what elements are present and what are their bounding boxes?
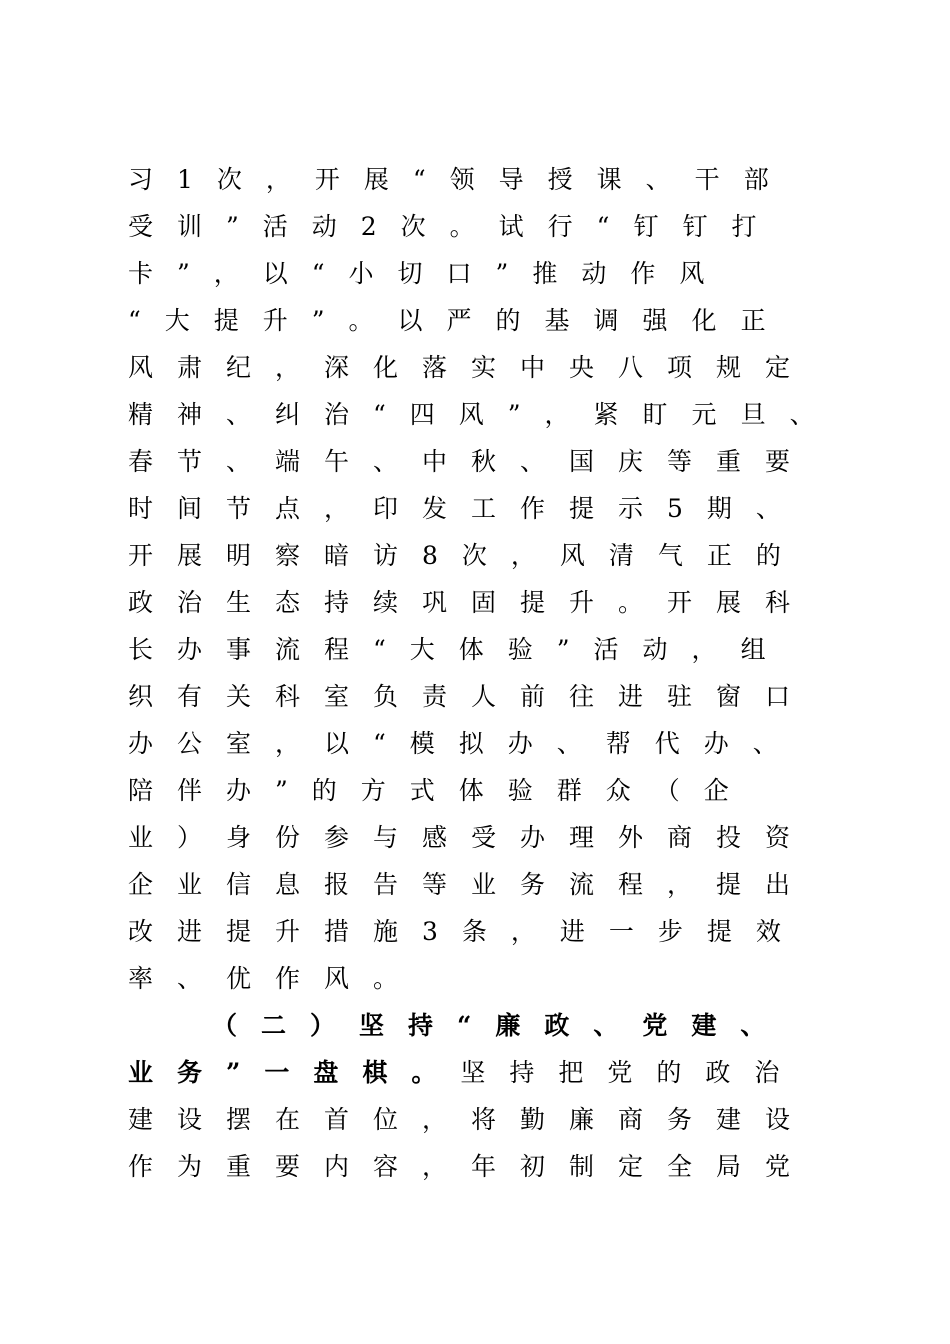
body-line-11: 长办事流程“大体验”活动，组 [128, 635, 790, 664]
body-line-2: 受训”活动2次。试行“钉钉打 [128, 212, 781, 241]
body-line-16: 企业信息报告等业务流程，提出 [128, 870, 815, 899]
body-line-8: 时间节点，印发工作提示5期、 [128, 494, 805, 523]
section-heading-tail: 业务”一盘棋。 [128, 1058, 461, 1087]
body-line-15: 业）身份参与感受办理外商投资 [128, 823, 815, 852]
body-line-18: 率、优作风。 [128, 964, 423, 993]
body-line-1: 习1次，开展“领导授课、干部 [128, 165, 793, 194]
body-line-22: 作为重要内容，年初制定全局党 [128, 1152, 815, 1181]
body-line-5: 风肃纪，深化落实中央八项规定 [128, 353, 815, 382]
section-heading-line-2 [128, 1049, 828, 1096]
body-line-17: 改进提升措施3条，进一步提效 [128, 917, 805, 946]
body-line-21: 建设摆在首位，将勤廉商务建设 [128, 1105, 815, 1134]
body-line-14: 陪伴办”的方式体验群众（企 [128, 776, 753, 805]
body-line-12: 织有关科室负责人前往进驻窗口 [128, 682, 815, 711]
body-line-3: 卡”，以“小切口”推动作风 [128, 259, 729, 288]
body-line-9: 开展明察暗访8次，风清气正的 [128, 541, 805, 570]
body-line-4: “大提升”。以严的基调强化正 [128, 306, 790, 335]
body-line-13: 办公室，以“模拟办、帮代办、 [128, 729, 802, 758]
document-body [128, 156, 839, 1190]
body-line-10: 政治生态持续巩固提升。开展科 [128, 588, 815, 617]
section-body-start: 坚持把党的政治 [460, 1058, 804, 1087]
body-line-7: 春节、端午、中秋、国庆等重要 [128, 447, 815, 476]
body-line-6: 精神、纠治“四风”，紧盯元旦、 [128, 400, 839, 429]
section-heading-line-1: （二）坚持“廉政、党建、 [212, 1011, 790, 1040]
